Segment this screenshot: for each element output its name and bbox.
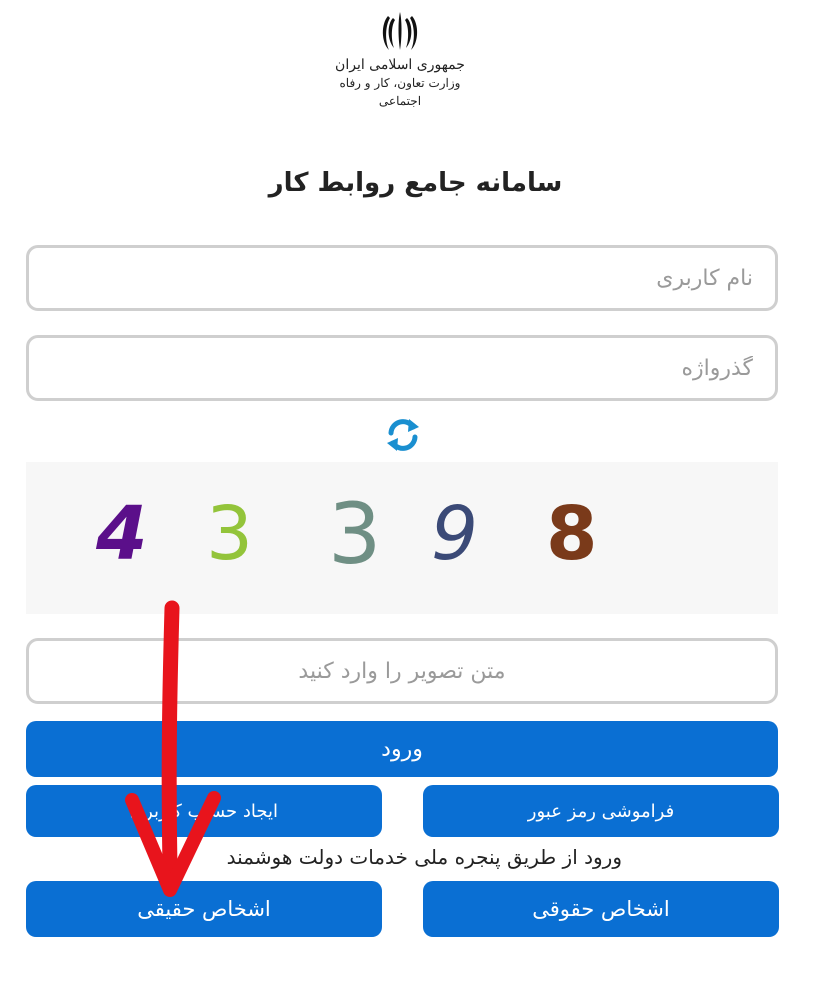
refresh-captcha-button[interactable]	[383, 415, 423, 455]
forgot-password-button[interactable]: فراموشی رمز عبور	[423, 785, 779, 837]
captcha-digit: 8	[546, 491, 598, 577]
ministry-logo	[330, 10, 470, 115]
password-input[interactable]	[26, 335, 778, 401]
username-input[interactable]	[26, 245, 778, 311]
captcha-image	[26, 462, 778, 614]
captcha-input[interactable]	[26, 638, 778, 704]
login-button[interactable]: ورود	[26, 721, 778, 777]
captcha-digit: 4	[96, 491, 148, 577]
iran-emblem-icon	[380, 10, 420, 54]
refresh-icon	[383, 415, 423, 455]
emblem-line2: وزارت تعاون، کار و رفاه اجتماعی	[339, 76, 461, 108]
legal-persons-button[interactable]: اشخاص حقوقی	[423, 881, 779, 937]
create-account-button[interactable]: ایجاد حساب کاربری	[26, 785, 382, 837]
captcha-digit: 9	[431, 491, 479, 577]
emblem-line1: جمهوری اسلامی ایران	[335, 57, 465, 73]
sso-label: ورود از طریق پنجره ملی خدمات دولت هوشمند	[226, 845, 622, 869]
natural-persons-button[interactable]: اشخاص حقیقی	[26, 881, 382, 937]
page-title: سامانه جامع روابط کار	[268, 168, 563, 198]
captcha-digit: 3	[328, 485, 382, 583]
captcha-digit: 3	[206, 491, 254, 577]
